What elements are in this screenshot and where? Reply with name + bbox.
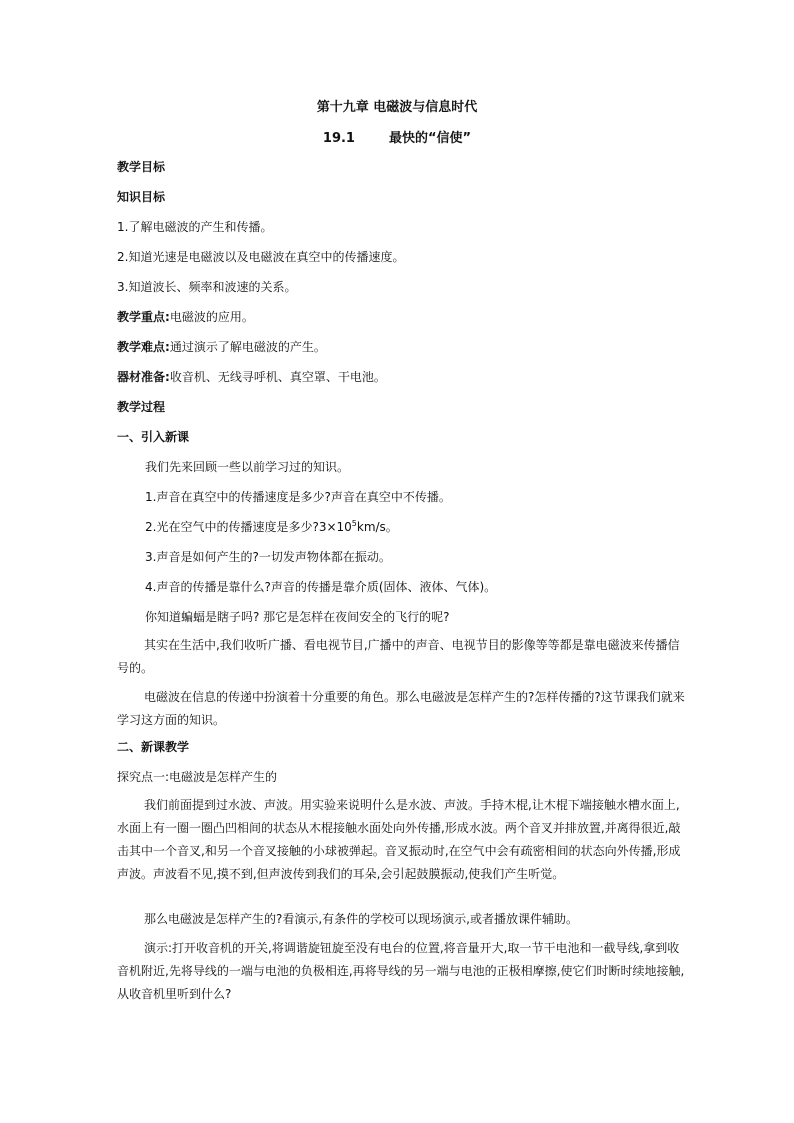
knowledge-goals-heading: 知识目标 [117, 190, 166, 204]
section-title [0, 131, 794, 147]
key-point [117, 310, 687, 325]
question-2-exponent: 5 [351, 519, 357, 528]
question-2 [145, 520, 690, 535]
explore-point-1: 探究点一:电磁波是怎样产生的 [117, 770, 278, 784]
goal-item: 3.知道波长、频率和波速的关系。 [117, 280, 297, 294]
part1-heading: 一、引入新课 [117, 430, 190, 444]
paragraph-demo: 演示:打开收音机的开关,将调谐旋钮旋至没有电台的位置,将音量开大,取一节干电池和一截导线,拿到收音机附近,先将导线的一端与电池的负极相连,再将导线的另一端与电池的正极相摩擦,使它们时断时续地接触,从收音机里听到什么? [117, 941, 685, 1001]
question-2-suffix: km/s。 [356, 520, 398, 534]
question-4: 4.声音的传播是靠什么?声音的传播是靠介质(固体、液体、气体)。 [145, 580, 497, 594]
difficulty-label: 教学难点: [117, 340, 170, 354]
bat-question: 你知道蝙蝠是瞎子吗? 那它是怎样在夜间安全的飞行的呢? [145, 610, 450, 624]
part2-heading: 二、新课教学 [117, 740, 190, 754]
difficulty [117, 340, 687, 355]
goal-item: 1.了解电磁波的产生和传播。 [117, 220, 273, 234]
question-3: 3.声音是如何产生的?一切发声物体都在振动。 [145, 550, 391, 564]
process-heading: 教学过程 [117, 400, 166, 414]
paragraph-waves: 我们前面提到过水波、声波。用实验来说明什么是水波、声波。手持木棍,让木棍下端接触水槽水面上,水面上有一圈一圈凸凹相间的状态从木棍接触水面处向外传播,形成水波。两个音叉并排放置,并离得很近,敲击其中一个音叉,和另一个音叉接触的小球被弹起。音叉振动时,在空气中会有疏密相间的状态向外传播,形成声波。声波看不见,摸不到,但声波传到我们的耳朵,会引起鼓膜振动,使我们产生听觉。 [117, 798, 681, 881]
equipment [117, 370, 687, 385]
teaching-goals-heading: 教学目标 [117, 160, 166, 174]
question-1: 1.声音在真空中的传播速度是多少?声音在真空中不传播。 [145, 490, 451, 504]
equipment-label: 器材准备: [117, 370, 170, 384]
intro-text: 我们先来回顾一些以前学习过的知识。 [145, 460, 350, 474]
paragraph-life: 其实在生活中,我们收听广播、看电视节目,广播中的声音、电视节目的影像等等都是靠电磁波来传播信号的。 [117, 638, 680, 675]
key-point-label: 教学重点: [117, 310, 170, 324]
difficulty-text: 通过演示了解电磁波的产生。 [169, 340, 326, 354]
chapter-title: 第十九章 电磁波与信息时代 [316, 100, 478, 115]
key-point-text: 电磁波的应用。 [169, 310, 254, 324]
paragraph-role: 电磁波在信息的传递中扮演着十分重要的角色。那么电磁波是怎样产生的?怎样传播的?这节课我们就来学习这方面的知识。 [117, 690, 685, 727]
paragraph-demo-question: 那么电磁波是怎样产生的?看演示,有条件的学校可以现场演示,或者播放课件辅助。 [144, 912, 579, 926]
section-number: 19.1 [322, 131, 355, 146]
goal-item: 2.知道光速是电磁波以及电磁波在真空中的传播速度。 [117, 250, 405, 264]
equipment-text: 收音机、无线寻呼机、真空罩、干电池。 [169, 370, 386, 384]
section-name: 最快的“信使” [388, 131, 472, 146]
question-2-prefix: 2.光在空气中的传播速度是多少?3×10 [145, 520, 352, 534]
